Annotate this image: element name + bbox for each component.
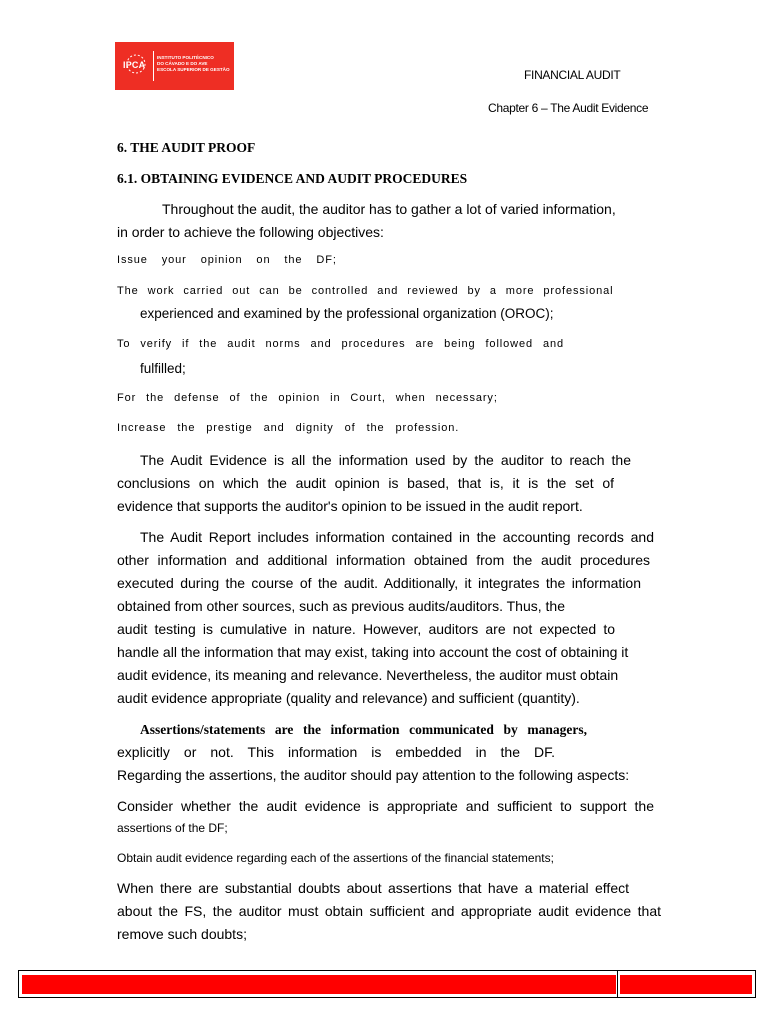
objective-2-cont: experienced and examined by the professional organization (OROC); — [140, 306, 554, 321]
report-line-4: obtained from other sources, such as previous audits/auditors. Thus, the — [117, 598, 565, 614]
report-line-6: handle all the information that may exist, taking into account the cost of obtaining it — [117, 644, 629, 660]
footer-divider — [617, 970, 618, 998]
aspect-3-cont-1: about the FS, the auditor must obtain sufficient and appropriate audit evidence that — [117, 903, 661, 919]
report-line-8: audit evidence appropriate (quality and relevance) and sufficient (quantity). — [117, 690, 580, 706]
objective-5: Increase the prestige and dignity of the profession. — [117, 422, 460, 434]
intro-line-1: Throughout the audit, the auditor has to gather a lot of varied information, — [162, 201, 616, 217]
section-heading: 6. THE AUDIT PROOF — [117, 140, 256, 155]
evidence-line-2: conclusions on which the audit opinion is based, that is, it is the set of — [117, 475, 614, 491]
assertions-line-2: explicitly or not. This information is embedded in the DF. — [117, 744, 555, 760]
objective-4: For the defense of the opinion in Court, when necessary; — [117, 392, 498, 404]
evidence-line-3: evidence that supports the auditor's opinion to be issued in the audit report. — [117, 498, 583, 514]
evidence-line-1: The Audit Evidence is all the information used by the auditor to reach the — [140, 452, 631, 468]
logo-line-2: DO CÁVADO E DO AVE — [157, 61, 208, 66]
logo-abbr: IPCA — [123, 60, 146, 70]
report-line-7: audit evidence, its meaning and relevance. Nevertheless, the auditor must obtain — [117, 667, 619, 683]
aspect-1: Consider whether the audit evidence is appropriate and sufficient to support the — [117, 798, 654, 814]
objective-3-cont: fulfilled; — [140, 361, 186, 376]
objective-1: Issue your opinion on the DF; — [117, 254, 337, 266]
report-line-5: audit testing is cumulative in nature. However, auditors are not expected to — [117, 621, 615, 637]
objective-3: To verify if the audit norms and procedures are being followed and — [117, 338, 565, 350]
chapter-title: Chapter 6 – The Audit Evidence — [488, 101, 649, 115]
course-title: FINANCIAL AUDIT — [524, 68, 621, 82]
report-line-3: executed during the course of the audit. Additionally, it integrates the information — [117, 575, 641, 591]
report-line-1: The Audit Report includes information contained in the accounting records and — [140, 529, 654, 545]
logo-line-1: INSTITUTO POLITÉCNICO — [157, 55, 214, 60]
ipca-logo — [115, 42, 234, 90]
aspect-3: When there are substantial doubts about assertions that have a material effect — [117, 880, 629, 896]
assertions-line-3: Regarding the assertions, the auditor should pay attention to the following aspects: — [117, 767, 630, 783]
assertions-line-1: Assertions/statements are the information communicated by managers, — [140, 722, 587, 737]
footer-bar-left — [22, 975, 616, 994]
aspect-2: Obtain audit evidence regarding each of the assertions of the financial statements; — [117, 851, 554, 865]
objective-2: The work carried out can be controlled and reviewed by a more professional — [117, 285, 614, 297]
subsection-heading: 6.1. OBTAINING EVIDENCE AND AUDIT PROCEDURES — [117, 171, 468, 186]
aspect-3-cont-2: remove such doubts; — [117, 926, 247, 942]
footer-bar-right — [620, 975, 752, 994]
intro-line-2: in order to achieve the following objectives: — [117, 224, 384, 240]
logo-separator — [153, 51, 154, 81]
report-line-2: other information and additional information obtained from the audit procedures — [117, 552, 650, 568]
aspect-1-cont: assertions of the DF; — [117, 821, 228, 835]
logo-line-3: ESCOLA SUPERIOR DE GESTÃO — [157, 67, 230, 72]
logo-text — [157, 55, 230, 73]
